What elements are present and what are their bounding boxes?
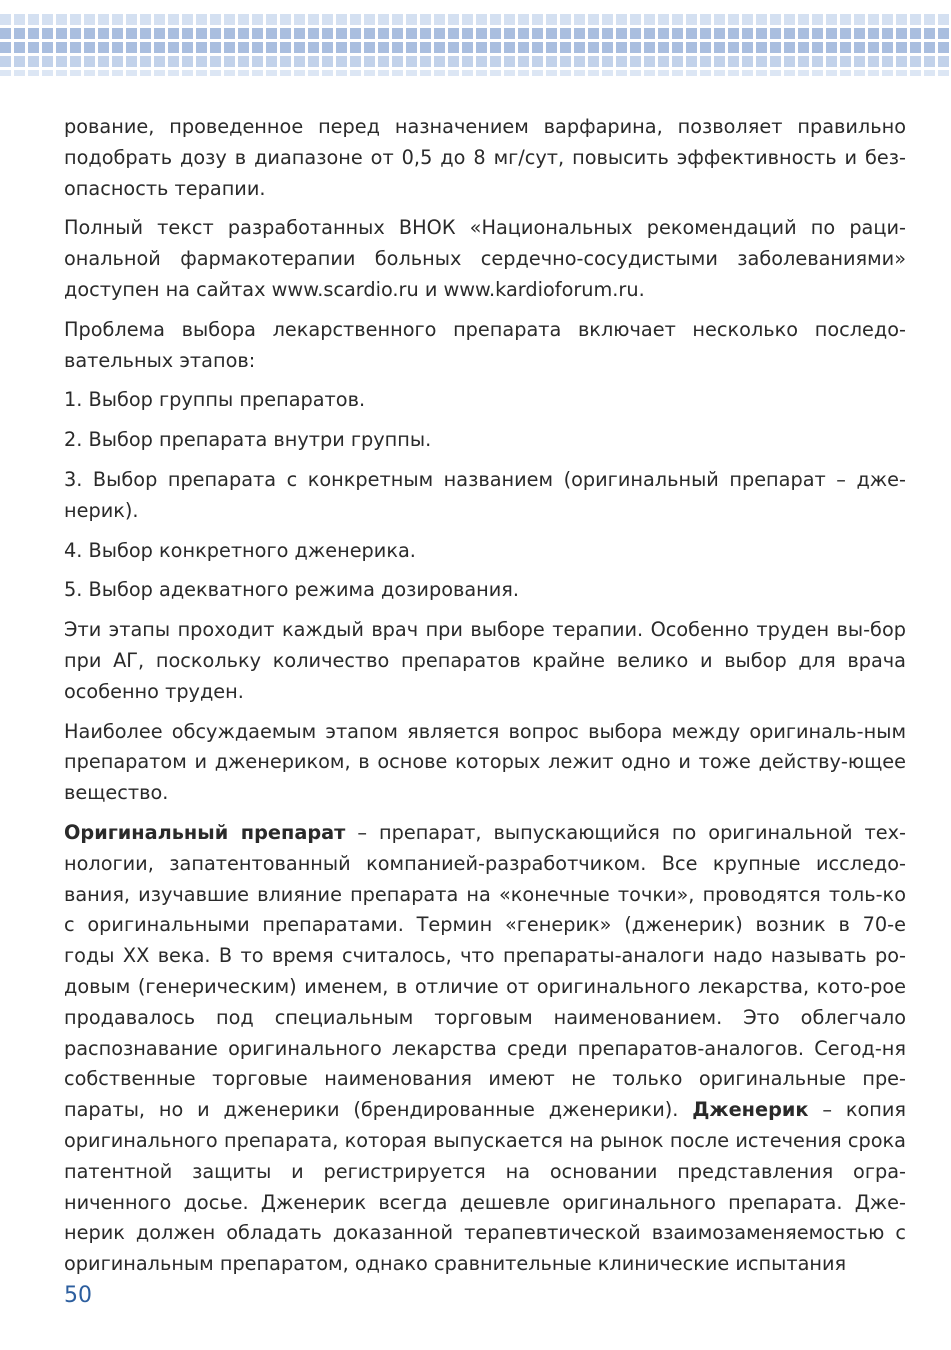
paragraph: рование, проведенное перед назначением варфарина, позволяет правильно подобрать дозу в диапазоне от 0,5 до 8 мг/сут, повысить эффективность и без-опасность терапии. (64, 115, 906, 200)
definition-text: – препарат, выпускающийся по оригинальной тех-нологии, запатентованный компанией-разработчиком. Все крупные исследо-вания, изучавшие влияние препарата на «конечные точки», проводятся толь-ко с оригинальными препаратами. Термин «генерик» (дженерик) возник в 70-е годы XX века. В то время считалось, что препараты-аналоги надо называть ро-довым (генерическим) именем, в отличие от оригинального лекарства, кото-рое продавалось под специальным торговым наименованием. Это облегчало распознавание оригинального лекарства среди препаратов-аналогов. Сегод-ня собственные торговые наименования имеют не только оригинальные пре-параты, но и дженерики (брендированные дженерики). (64, 820, 907, 1122)
list-item: 1. Выбор группы препаратов. (64, 388, 366, 412)
header-tile-row (0, 28, 951, 39)
paragraph: Полный текст разработанных ВНОК «Национальных рекомендаций по раци-ональной фармакотерапии больных сердечно-сосудистыми заболеваниями» доступен на сайтах www.scardio.ru и www.kardioforum.ru. (64, 216, 906, 301)
term-generic: Дженерик (692, 1098, 809, 1122)
list-item: 4. Выбор конкретного дженерика. (64, 538, 416, 562)
header-tile-row (0, 56, 951, 67)
paragraph: Эти этапы проходит каждый врач при выборе терапии. Особенно труден вы-бор при АГ, поскольку количество препаратов крайне велико и выбор для врача особенно труден. (64, 618, 906, 703)
header-tile-row (0, 42, 951, 53)
definition-paragraph (64, 818, 906, 1280)
header-tile-row (0, 70, 951, 76)
paragraph: Наиболее обсуждаемым этапом является вопрос выбора между оригиналь-ным препаратом и дженериком, в основе которых лежит одно и тоже действу-ющее вещество. (64, 719, 906, 805)
list-item: 2. Выбор препарата внутри группы. (64, 428, 432, 452)
header-tile-row (0, 14, 951, 25)
paragraph: Проблема выбора лекарственного препарата включает несколько последо-вательных этапов: (64, 317, 906, 372)
list-item: 3. Выбор препарата с конкретным названием (оригинальный препарат – дже-нерик). (64, 467, 906, 522)
decorative-header-band (0, 0, 951, 80)
term-original-drug: Оригинальный препарат (64, 820, 346, 844)
page-number: 50 (64, 1283, 92, 1308)
definition-text: – копия оригинального препарата, которая выпускается на рынок после истечения срока патентной защиты и регистрируется на основании представления огра-ниченного досье. Дженерик всегда дешевле оригинального препарата. Дже-нерик должен обладать доказанной терапевтической взаимозаменяемостью с оригинальным препаратом, однако сравнительные клинические испытания (64, 1098, 906, 1276)
list-item: 5. Выбор адекватного режима дозирования. (64, 578, 520, 602)
page-body (64, 112, 906, 1289)
